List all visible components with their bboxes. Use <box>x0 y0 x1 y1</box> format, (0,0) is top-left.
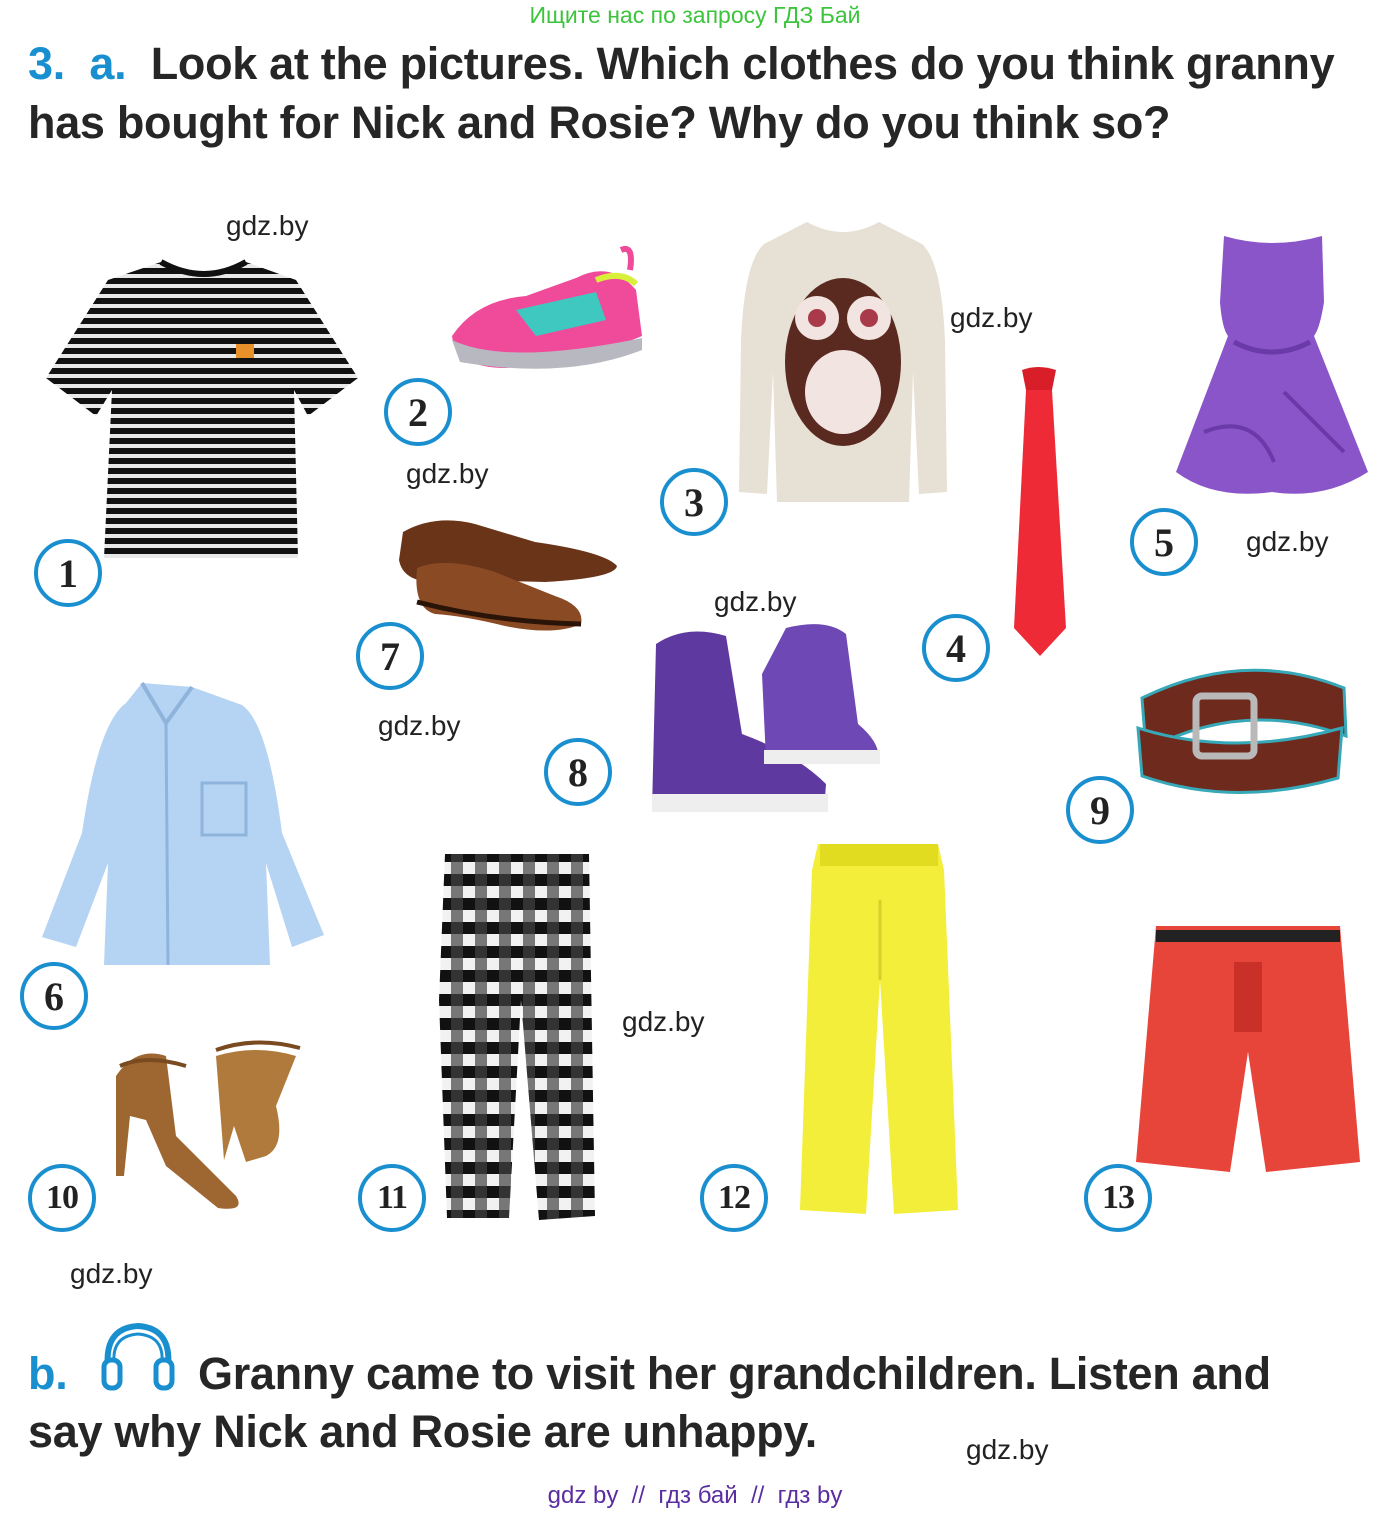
owl-sweater-picture <box>737 222 949 507</box>
item-number-badge: 10 <box>28 1164 96 1232</box>
striped-tshirt-picture <box>46 258 358 563</box>
item-number-badge: 2 <box>384 378 452 446</box>
task-a-heading-line2 <box>28 97 1170 149</box>
red-shorts-picture <box>1134 922 1362 1174</box>
watermark: gdz.by <box>70 1258 153 1289</box>
headphones-icon[interactable] <box>102 1322 174 1390</box>
purple-dress-picture <box>1174 232 1370 500</box>
item-number-badge: 6 <box>20 962 88 1030</box>
item-number-badge: 9 <box>1066 776 1134 844</box>
task-a-letter: a. <box>89 38 127 89</box>
task-b-letter: b. <box>28 1348 68 1399</box>
brown-belt-picture <box>1134 658 1352 798</box>
item-number-badge: 13 <box>1084 1164 1152 1232</box>
watermark: gdz.by <box>406 458 489 489</box>
item-number-badge: 4 <box>922 614 990 682</box>
item-number-badge: 12 <box>700 1164 768 1232</box>
top-search-link[interactable]: Ищите нас по запросу ГДЗ Бай <box>529 2 861 28</box>
brown-shoes-picture <box>395 512 621 636</box>
item-number-badge: 1 <box>34 539 102 607</box>
task-a-text-line2: has bought for Nick and Rosie? Why do you think so? <box>28 97 1171 148</box>
item-number-badge: 8 <box>544 738 612 806</box>
bronze-heels-picture <box>106 1036 304 1212</box>
pink-sneaker-picture <box>446 240 646 380</box>
item-number-badge: 3 <box>660 468 728 536</box>
task-b-text-line1: Granny came to visit her grandchildren. Listen and <box>198 1348 1271 1399</box>
watermark: gdz.by <box>1246 526 1329 557</box>
task-b-heading-line1 <box>28 1348 67 1400</box>
footer-links[interactable]: gdz by // гдз бай // гдз by <box>547 1482 843 1509</box>
watermark: gdz.by <box>714 586 797 617</box>
watermark: gdz.by <box>950 302 1033 333</box>
watermark: gdz.by <box>622 1006 705 1037</box>
watermark: gdz.by <box>226 210 309 241</box>
blue-shirt-picture <box>42 683 324 969</box>
red-tie-picture <box>1008 366 1070 658</box>
task-a-text-line1: Look at the pictures. Which clothes do you think granny <box>150 38 1335 89</box>
task-b-text-line2: say why Nick and Rosie are unhappy. <box>28 1406 817 1457</box>
item-number-badge: 5 <box>1130 508 1198 576</box>
item-number-badge: 11 <box>358 1164 426 1232</box>
task-number: 3. <box>28 38 65 89</box>
task-a-heading-line1 <box>28 38 1334 90</box>
item-number-badge: 7 <box>356 622 424 690</box>
watermark: gdz.by <box>966 1434 1049 1465</box>
purple-high-tops-picture <box>646 614 882 818</box>
watermark: gdz.by <box>378 710 461 741</box>
checked-trousers-picture <box>439 850 597 1222</box>
yellow-ski-pants-picture <box>798 840 960 1216</box>
